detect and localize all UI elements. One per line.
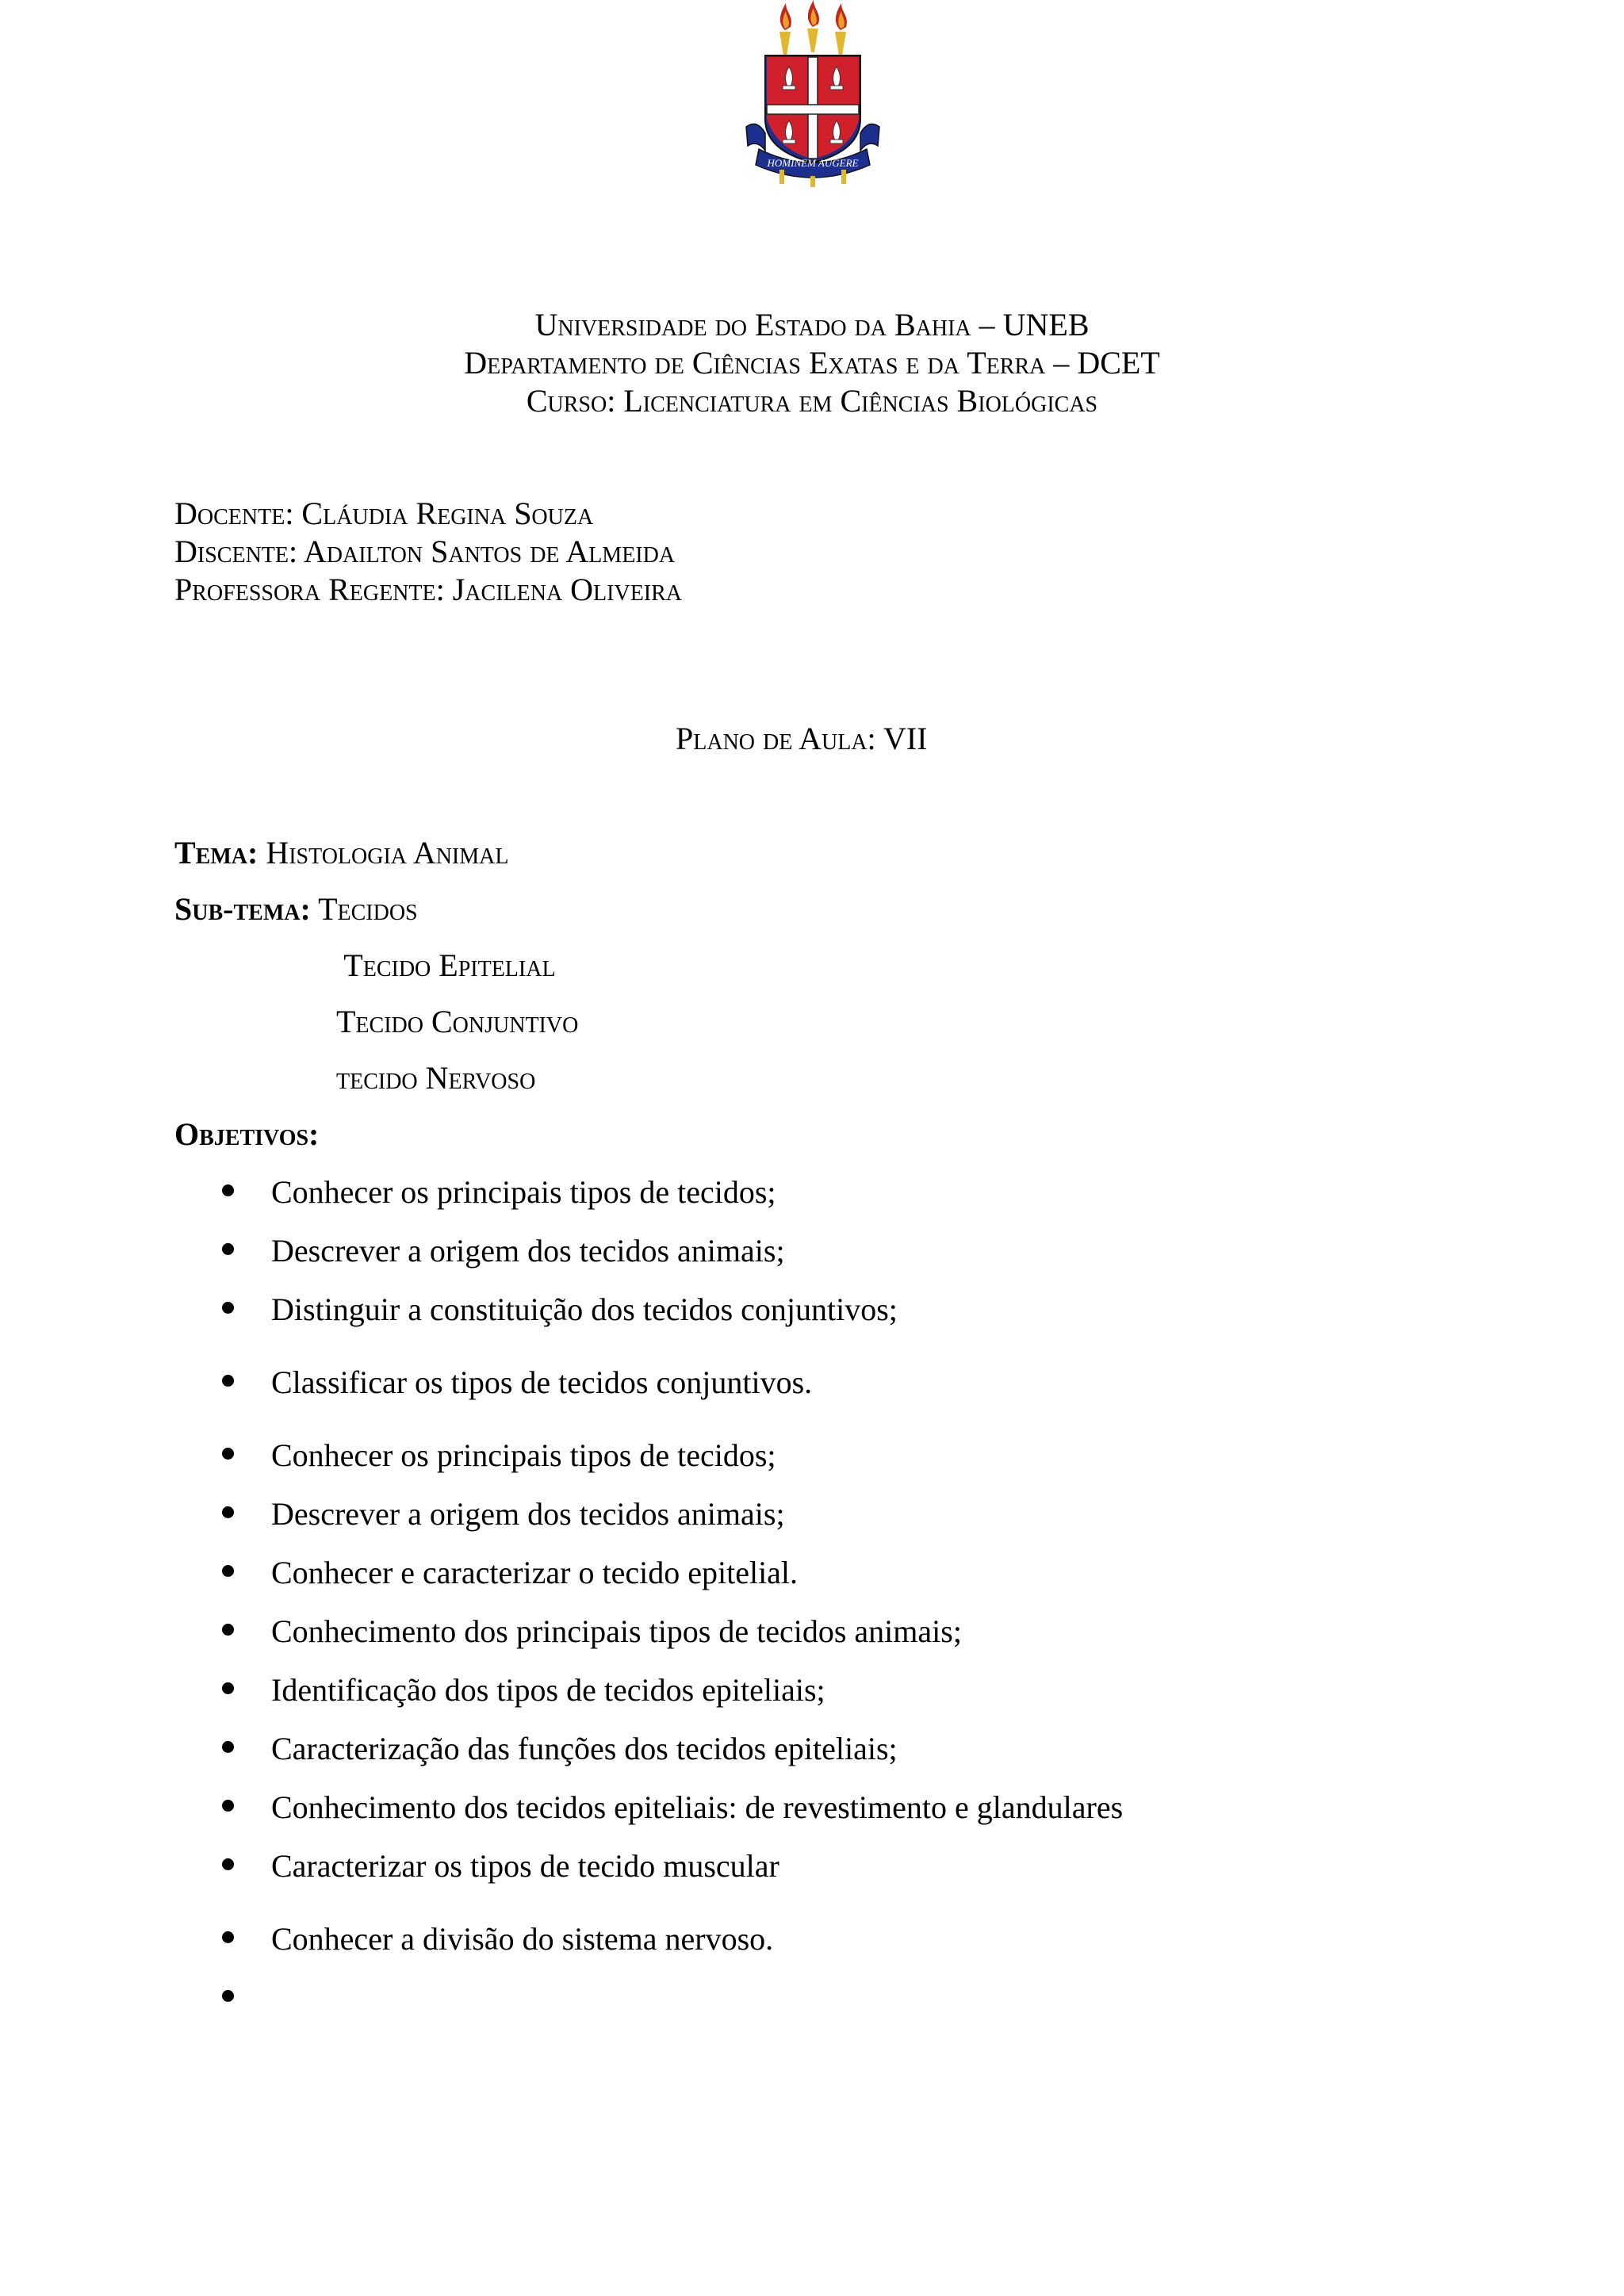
torch-middle [807, 0, 819, 52]
tema-label: Tema: [174, 835, 259, 871]
bullet-icon [222, 1565, 234, 1577]
torch-left [779, 3, 791, 55]
bullet-icon [222, 1506, 234, 1518]
bullet-icon [222, 1858, 234, 1870]
svg-text:HOMINEM AUGERE: HOMINEM AUGERE [767, 157, 859, 169]
subtopic-nervoso: tecido Nervoso [336, 1060, 536, 1096]
bullet-icon [222, 1375, 234, 1387]
bullet-icon [222, 1243, 234, 1255]
bullet-icon [222, 1800, 234, 1812]
discente-line: Discente: Adailton Santos de Almeida [174, 534, 676, 569]
objetivos-heading: Objetivos: [174, 1116, 320, 1152]
subtema-line [174, 890, 418, 928]
bullet-icon [222, 1682, 234, 1694]
bullet-icon [222, 1184, 234, 1196]
bullet-icon [222, 1624, 234, 1636]
docente-line: Docente: Cláudia Regina Souza [174, 496, 594, 531]
torch-right [835, 3, 847, 55]
regente-line: Professora Regente: Jacilena Oliveira [174, 572, 683, 607]
bullet-icon [222, 1990, 234, 2002]
tema-line [174, 834, 508, 872]
university-crest-logo [741, 0, 884, 187]
department-name: Departamento de Ciências Exatas e da Terra – DCET [464, 345, 1160, 381]
subtema-value: Tecidos [310, 891, 418, 927]
bullet-icon [222, 1931, 234, 1943]
bullet-icon [222, 1448, 234, 1460]
bullet-icon [222, 1302, 234, 1314]
plan-title: Plano de Aula: VII [676, 721, 928, 756]
bullet-icon [222, 1741, 234, 1753]
course-name: Curso: Licenciatura em Ciências Biológicas [526, 383, 1098, 419]
university-name: Universidade do Estado da Bahia – UNEB [534, 307, 1090, 342]
subtema-label: Sub-tema: [174, 891, 311, 927]
subtopic-epitelial: Tecido Epitelial [336, 947, 556, 983]
subtopic-conjuntivo: Tecido Conjuntivo [336, 1004, 579, 1039]
tema-value: Histologia Animal [258, 835, 509, 871]
